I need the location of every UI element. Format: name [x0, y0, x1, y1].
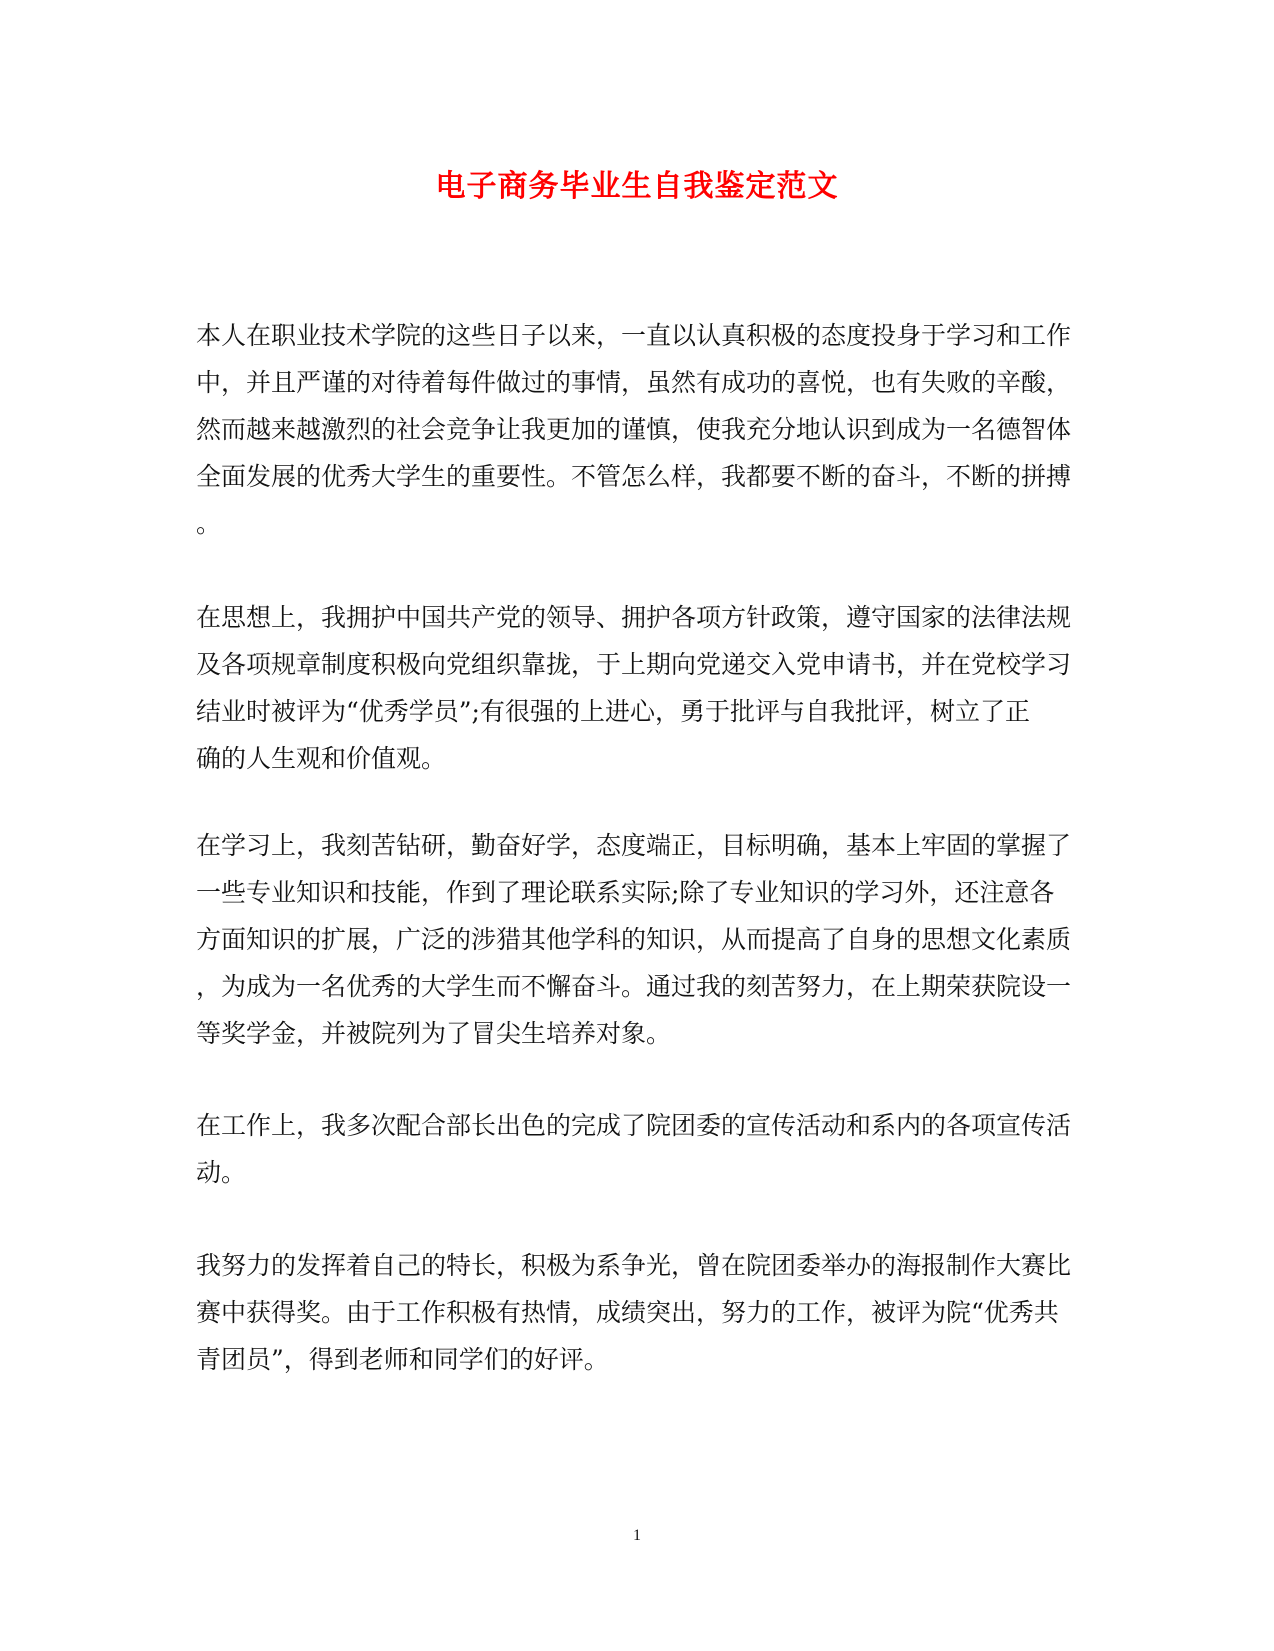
- paragraph-line: 全面发展的优秀大学生的重要性。不管怎么样，我都要不断的奋斗，不断的拼搏: [196, 462, 1072, 491]
- paragraph-line: 我努力的发挥着自己的特长，积极为系争光，曾在院团委举办的海报制作大赛比: [196, 1251, 1072, 1280]
- paragraph-line: 动。: [196, 1158, 247, 1187]
- paragraph-line: 结业时被评为“优秀学员”;有很强的上进心，勇于批评与自我批评，树立了正: [196, 697, 1030, 726]
- paragraph-line: 赛中获得奖。由于工作积极有热情，成绩突出，努力的工作，被评为院“优秀共: [196, 1298, 1059, 1327]
- paragraph-line: 然而越来越激烈的社会竞争让我更加的谨慎，使我充分地认识到成为一名德智体: [196, 415, 1072, 444]
- paragraph-line: 方面知识的扩展，广泛的涉猎其他学科的知识，从而提高了自身的思想文化素质: [196, 925, 1072, 954]
- paragraph-thought: [196, 594, 1074, 782]
- paragraph-line: 等奖学金，并被院列为了冒尖生培养对象。: [196, 1019, 672, 1048]
- page-number: 1: [633, 1527, 641, 1544]
- paragraph-study: [196, 822, 1074, 1057]
- paragraph-line: 在学习上，我刻苦钻研，勤奋好学，态度端正，目标明确，基本上牢固的掌握了: [196, 831, 1072, 860]
- paragraph-line: 在思想上，我拥护中国共产党的领导、拥护各项方针政策，遵守国家的法律法规: [196, 603, 1072, 632]
- document-title: 电子商务毕业生自我鉴定范文: [435, 169, 839, 204]
- paragraph-line: ，为成为一名优秀的大学生而不懈奋斗。通过我的刻苦努力，在上期荣获院设一: [196, 972, 1072, 1001]
- paragraph-line: 在工作上，我多次配合部长出色的完成了院团委的宣传活动和系内的各项宣传活: [196, 1111, 1072, 1140]
- paragraph-line: 本人在职业技术学院的这些日子以来，一直以认真积极的态度投身于学习和工作: [196, 321, 1072, 350]
- paragraph-line: 。: [196, 509, 222, 538]
- paragraph-line: 中，并且严谨的对待着每件做过的事情，虽然有成功的喜悦，也有失败的辛酸，: [196, 368, 1072, 397]
- paragraph-achievement: [196, 1242, 1074, 1383]
- paragraph-line: 确的人生观和价值观。: [196, 744, 447, 773]
- paragraph-work: [196, 1102, 1074, 1196]
- paragraph-intro: [196, 312, 1074, 547]
- paragraph-line: 青团员”，得到老师和同学们的好评。: [196, 1345, 609, 1374]
- paragraph-line: 及各项规章制度积极向党组织靠拢，于上期向党递交入党申请书，并在党校学习: [196, 650, 1072, 679]
- paragraph-line: 一些专业知识和技能，作到了理论联系实际;除了专业知识的学习外，还注意各: [196, 878, 1055, 907]
